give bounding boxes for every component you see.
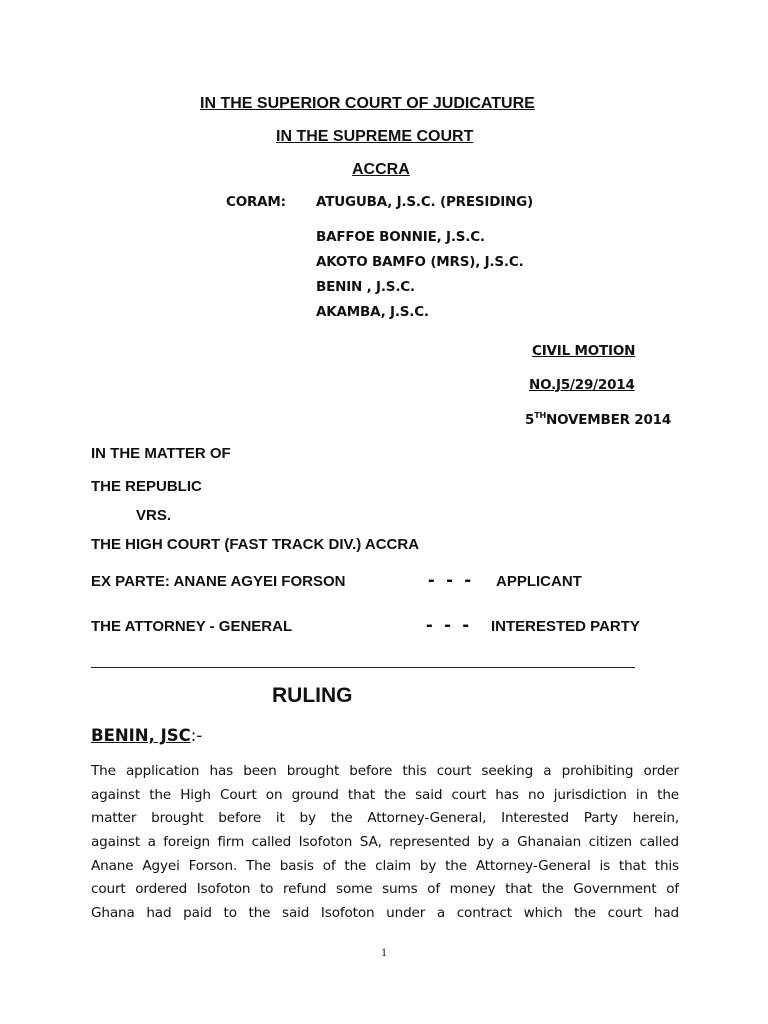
coram-judge: AKAMBA, J.S.C.: [316, 304, 429, 320]
section-divider: [91, 667, 635, 668]
paragraph-line: matter brought before it by the Attorney-General, Interested Party herein,: [91, 810, 679, 827]
court-heading: IN THE SUPERIOR COURT OF JUDICATURE: [200, 95, 535, 112]
coram-judge-presiding: ATUGUBA, J.S.C. (PRESIDING): [316, 194, 533, 210]
court-subheading: IN THE SUPREME COURT: [276, 128, 474, 145]
case-date-day: 5: [525, 412, 535, 428]
page-number: 1: [381, 945, 387, 959]
matter-versus: VRS.: [136, 507, 172, 524]
paragraph-line: against a foreign firm called Isofoton SA, represented by a Ghanaian citizen called: [91, 834, 679, 851]
coram-judge: AKOTO BAMFO (MRS), J.S.C.: [316, 254, 524, 270]
ruling-paragraph: [91, 760, 679, 926]
party-applicant-dashes: - - -: [428, 569, 475, 591]
case-number: NO.J5/29/2014: [529, 377, 635, 393]
paragraph-line: Ghana had paid to the said Isofoton under a contract which the court had: [91, 905, 679, 922]
paragraph-line: The application has been brought before this court seeking a prohibiting order: [91, 763, 679, 779]
coram-label: CORAM:: [226, 194, 286, 210]
case-type: CIVIL MOTION: [532, 343, 636, 359]
ruling-author: [91, 726, 202, 745]
party-interested-role: INTERESTED PARTY: [491, 618, 640, 635]
ruling-author-name: BENIN, JSC: [91, 726, 191, 745]
matter-republic: THE REPUBLIC: [91, 478, 202, 495]
paragraph-line: against the High Court on ground that the said court has no jurisdiction in the: [91, 786, 679, 803]
ruling-title: RULING: [272, 684, 353, 707]
party-applicant-role: APPLICANT: [496, 573, 582, 590]
case-date: [525, 411, 671, 428]
case-date-suffix: TH: [534, 411, 546, 420]
matter-heading: IN THE MATTER OF: [91, 445, 231, 462]
case-date-rest: NOVEMBER 2014: [545, 412, 672, 428]
party-interested-name: THE ATTORNEY - GENERAL: [91, 618, 293, 635]
coram-judge: BENIN , J.S.C.: [316, 279, 415, 295]
paragraph-line: court ordered Isofoton to refund some sums of money that the Government of: [91, 881, 679, 898]
party-interested-dashes: - - -: [426, 614, 473, 636]
coram-judge: BAFFOE BONNIE, J.S.C.: [316, 229, 485, 245]
paragraph-line: Anane Agyei Forson. The basis of the claim by the Attorney-General is that this: [91, 857, 679, 874]
party-applicant-name: EX PARTE: ANANE AGYEI FORSON: [91, 573, 346, 590]
matter-respondent: THE HIGH COURT (FAST TRACK DIV.) ACCRA: [91, 536, 420, 553]
ruling-author-suffix: :-: [190, 726, 203, 745]
court-location: ACCRA: [352, 161, 410, 178]
